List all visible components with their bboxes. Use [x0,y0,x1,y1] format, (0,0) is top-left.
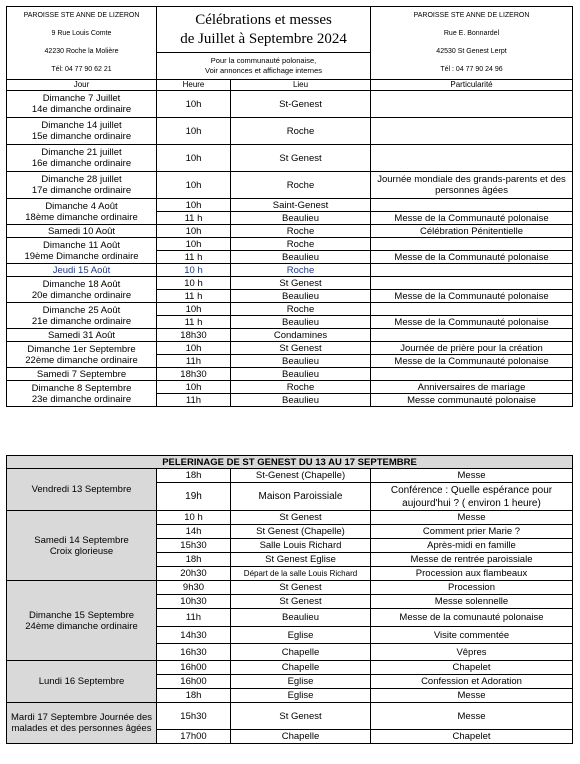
right-parish-header [371,7,573,80]
table-row [7,264,573,277]
place-cell: Roche [231,303,371,316]
hour-cell: 11 h [157,212,231,225]
pilgrimage-hour-cell: 15h30 [157,539,231,553]
pilgrimage-place-cell: Beaulieu [231,609,371,627]
place-cell: Beaulieu [231,394,371,407]
pilgrimage-hour-cell: 17h00 [157,730,231,744]
note-cell [371,145,573,172]
day-label: Samedi 10 Août [47,225,116,237]
day-label: Samedi 31 Août [47,329,116,341]
note-cell: Messe de la Communauté polonaise [371,355,573,368]
hour-cell: 18h30 [157,329,231,342]
table-row [7,118,573,145]
table-row [7,238,573,251]
pilgrimage-activity-cell: Messe solennelle [371,595,573,609]
pilgrimage-place-cell: Chapelle [231,661,371,675]
hour-cell: 10 h [157,264,231,277]
hour-cell: 10h [157,381,231,394]
place-cell: Roche [231,225,371,238]
hour-cell: 10h [157,118,231,145]
note-cell [371,368,573,381]
pilgrimage-place-cell: Eglise [231,675,371,689]
pilgrimage-activity-cell: Messe [371,511,573,525]
day-cell [7,329,157,342]
day-cell [7,238,157,264]
polish-community-note: Pour la communauté polonaise, [210,55,317,65]
pilgrimage-day-label: Mardi 17 Septembre Journée des malades et des personnes âgées [11,712,152,734]
left-parish-phone: Tél: 04 77 90 62 21 [51,66,112,73]
note-cell: Journée mondiale des grands-parents et des personnes âgées [371,172,573,199]
right-parish-phone: Tél : 04 77 90 24 96 [440,66,503,73]
pilgrimage-place-cell: Eglise [231,627,371,644]
hour-cell: 18h30 [157,368,231,381]
note-cell: Messe de la Communauté polonaise [371,212,573,225]
table-row [7,91,573,118]
column-header-hour: Heure [157,80,231,91]
table-row [7,368,573,381]
pilgrimage-place-cell: St Genest [231,703,371,730]
left-parish-name: PAROISSE STE ANNE DE LIZERON [23,12,140,19]
note-cell [371,199,573,212]
place-cell: Beaulieu [231,355,371,368]
pilgrimage-hour-cell: 16h30 [157,644,231,661]
day-label: Dimanche 25 Août [42,304,121,316]
pilgrimage-activity-cell: Comment prier Marie ? [371,525,573,539]
hour-cell: 11h [157,355,231,368]
note-cell: Messe de la Communauté polonaise [371,316,573,329]
note-cell: Journée de prière pour la création [371,342,573,355]
right-parish-city: 42530 St Genest Lerpt [436,48,507,55]
hour-cell: 10 h [157,277,231,290]
liturgical-day-label: 14e dimanche ordinaire [31,104,132,115]
right-parish-street: Rue E. Bonnardel [443,30,500,37]
note-cell [371,329,573,342]
liturgical-day-label: 19ème Dimanche ordinaire [24,250,139,262]
column-header-day: Jour [7,80,157,91]
pilgrimage-hour-cell: 9h30 [157,581,231,595]
pilgrimage-hour-cell: 18h [157,553,231,567]
day-label: Dimanche 7 Juillet [42,93,121,104]
table-row [7,511,573,525]
day-cell [7,277,157,303]
pilgrimage-day-cell [7,703,157,744]
place-cell: Roche [231,172,371,199]
table-row [7,381,573,394]
announcements-note: Voir annonces et affichage internes [204,65,323,75]
place-cell: St Genest [231,145,371,172]
place-cell: Condamines [231,329,371,342]
pilgrimage-place-cell: Chapelle [231,644,371,661]
hour-cell: 10h [157,225,231,238]
pilgrimage-hour-cell: 19h [157,483,231,511]
pilgrimage-hour-cell: 16h00 [157,661,231,675]
pilgrimage-activity-cell: Vêpres [371,644,573,661]
pilgrimage-day-label: Dimanche 15 Septembre [28,609,135,621]
pilgrimage-place-cell: St Genest [231,595,371,609]
pilgrimage-activity-cell: Visite commentée [371,627,573,644]
liturgical-day-label: 16e dimanche ordinaire [31,158,132,169]
pilgrimage-place-cell: Eglise [231,689,371,703]
pilgrimage-activity-cell: Chapelet [371,661,573,675]
pilgrimage-place-cell: Salle Louis Richard [231,539,371,553]
page-title-dates: de Juillet à Septembre 2024 [180,30,347,47]
pilgrimage-hour-cell: 14h30 [157,627,231,644]
pilgrimage-hour-cell: 11h [157,609,231,627]
day-label: Dimanche 1er Septembre [27,343,136,355]
day-cell [7,342,157,368]
pilgrimage-hour-cell: 15h30 [157,703,231,730]
left-parish-street: 9 Rue Louis Comte [51,30,112,37]
day-label: Dimanche 11 Août [43,239,120,251]
page-title: Célébrations et messes [195,11,332,28]
table-row [7,277,573,290]
liturgical-day-label: 22ème dimanche ordinaire [25,354,138,366]
right-parish-name: PAROISSE STE ANNE DE LIZERON [413,12,530,19]
note-cell [371,238,573,251]
table-row [7,342,573,355]
day-label: Dimanche 14 juillet [41,120,122,131]
place-cell: St Genest [231,277,371,290]
liturgical-day-label: 21e dimanche ordinaire [31,315,132,327]
day-cell [7,225,157,238]
hour-cell: 10h [157,172,231,199]
hour-cell: 11 h [157,251,231,264]
day-cell [7,118,157,145]
note-cell [371,277,573,290]
pilgrimage-day-label: Samedi 14 Septembre [34,534,129,546]
liturgical-day-label: 23e dimanche ordinaire [31,393,132,405]
pilgrimage-hour-cell: 18h [157,689,231,703]
pilgrimage-place-cell: St-Genest (Chapelle) [231,469,371,483]
left-parish-header [7,7,157,80]
hour-cell: 11 h [157,290,231,303]
table-row [7,469,573,483]
liturgical-day-label: 17e dimanche ordinaire [31,185,132,196]
table-row [7,303,573,316]
pilgrimage-place-cell: St Genest [231,511,371,525]
note-cell [371,264,573,277]
day-label: Dimanche 28 juillet [41,174,122,185]
column-header-place: Lieu [231,80,371,91]
pilgrimage-activity-cell: Messe de rentrée paroissiale [371,553,573,567]
place-cell: Beaulieu [231,212,371,225]
liturgical-day-label: 18ème dimanche ordinaire [25,211,138,223]
place-cell: Beaulieu [231,368,371,381]
pilgrimage-activity-cell: Confession et Adoration [371,675,573,689]
day-cell [7,368,157,381]
table-row [7,581,573,595]
note-cell [371,303,573,316]
pilgrimage-activity-cell: Messe [371,689,573,703]
day-label: Dimanche 4 Août [45,200,118,212]
pilgrimage-hour-cell: 16h00 [157,675,231,689]
day-cell [7,199,157,225]
note-cell: Messe communauté polonaise [371,394,573,407]
place-cell: St-Genest [231,91,371,118]
pilgrimage-activity-cell: Messe [371,703,573,730]
pilgrimage-place-cell: Maison Paroissiale [231,483,371,511]
table-row [7,703,573,730]
pilgrimage-place-cell: St Genest (Chapelle) [231,525,371,539]
pilgrimage-place-cell: Chapelle [231,730,371,744]
pilgrimage-place-cell: St Genest [231,581,371,595]
table-row [7,225,573,238]
pilgrimage-hour-cell: 18h [157,469,231,483]
pilgrimage-hour-cell: 20h30 [157,567,231,581]
hour-cell: 10h [157,238,231,251]
hour-cell: 11h [157,394,231,407]
pilgrimage-hour-cell: 10 h [157,511,231,525]
pilgrimage-activity-cell: Procession aux flambeaux [371,567,573,581]
note-cell [371,91,573,118]
day-label: Samedi 7 Septembre [36,368,127,380]
table-row [7,329,573,342]
pilgrimage-day-cell [7,581,157,661]
place-cell: Roche [231,264,371,277]
pilgrimage-activity-cell: Après-midi en famille [371,539,573,553]
hour-cell: 10h [157,91,231,118]
hour-cell: 11 h [157,316,231,329]
day-label: Dimanche 21 juillet [41,147,122,158]
place-cell: Roche [231,238,371,251]
pilgrimage-day-sublabel: 24ème dimanche ordinaire [25,620,138,632]
column-header-particularity: Particularité [371,80,573,91]
hour-cell: 10h [157,342,231,355]
place-cell: St Genest [231,342,371,355]
place-cell: Beaulieu [231,316,371,329]
hour-cell: 10h [157,303,231,316]
pilgrimage-day-cell [7,511,157,581]
day-label: Jeudi 15 Août [52,264,111,276]
day-cell [7,172,157,199]
left-parish-city: 42230 Roche la Molière [44,48,119,55]
pilgrimage-day-sublabel: Croix glorieuse [49,545,114,557]
hour-cell: 10h [157,199,231,212]
pilgrimage-table [6,455,573,744]
day-cell [7,303,157,329]
hour-cell: 10h [157,145,231,172]
day-label: Dimanche 8 Septembre [31,382,132,394]
pilgrimage-activity-cell: Messe [371,469,573,483]
day-cell [7,145,157,172]
place-cell: Beaulieu [231,251,371,264]
table-row [7,172,573,199]
pilgrimage-place-cell: St Genest Eglise [231,553,371,567]
day-cell [7,91,157,118]
note-cell: Messe de la Communauté polonaise [371,290,573,303]
pilgrimage-title: PELERINAGE DE ST GENEST DU 13 AU 17 SEPTEMBRE [7,456,573,469]
table-row [7,199,573,212]
place-cell: Roche [231,381,371,394]
place-cell: Beaulieu [231,290,371,303]
pilgrimage-activity-cell: Procession [371,581,573,595]
day-cell [7,381,157,407]
schedule-table [6,6,573,407]
liturgical-day-label: 20e dimanche ordinaire [31,289,132,301]
pilgrimage-hour-cell: 10h30 [157,595,231,609]
pilgrimage-activity-cell: Messe de la comunauté polonaise [371,609,573,627]
pilgrimage-day-label: Vendredi 13 Septembre [31,484,132,495]
pilgrimage-day-label: Lundi 16 Septembre [38,676,125,687]
place-cell: Saint-Genest [231,199,371,212]
title-cell [157,7,371,80]
note-cell: Messe de la Communauté polonaise [371,251,573,264]
table-row [7,661,573,675]
pilgrimage-hour-cell: 14h [157,525,231,539]
pilgrimage-day-cell [7,661,157,703]
pilgrimage-activity-cell: Conférence : Quelle espérance pour aujourd'hui ? ( environ 1 heure) [371,483,573,511]
note-cell: Célébration Pénitentielle [371,225,573,238]
note-cell: Anniversaires de mariage [371,381,573,394]
note-cell [371,118,573,145]
liturgical-day-label: 15e dimanche ordinaire [31,131,132,142]
place-cell: Roche [231,118,371,145]
day-label: Dimanche 18 Août [42,278,121,290]
pilgrimage-place-cell: Départ de la salle Louis Richard [231,567,371,581]
pilgrimage-day-cell [7,469,157,511]
day-cell [7,264,157,277]
pilgrimage-activity-cell: Chapelet [371,730,573,744]
table-row [7,145,573,172]
